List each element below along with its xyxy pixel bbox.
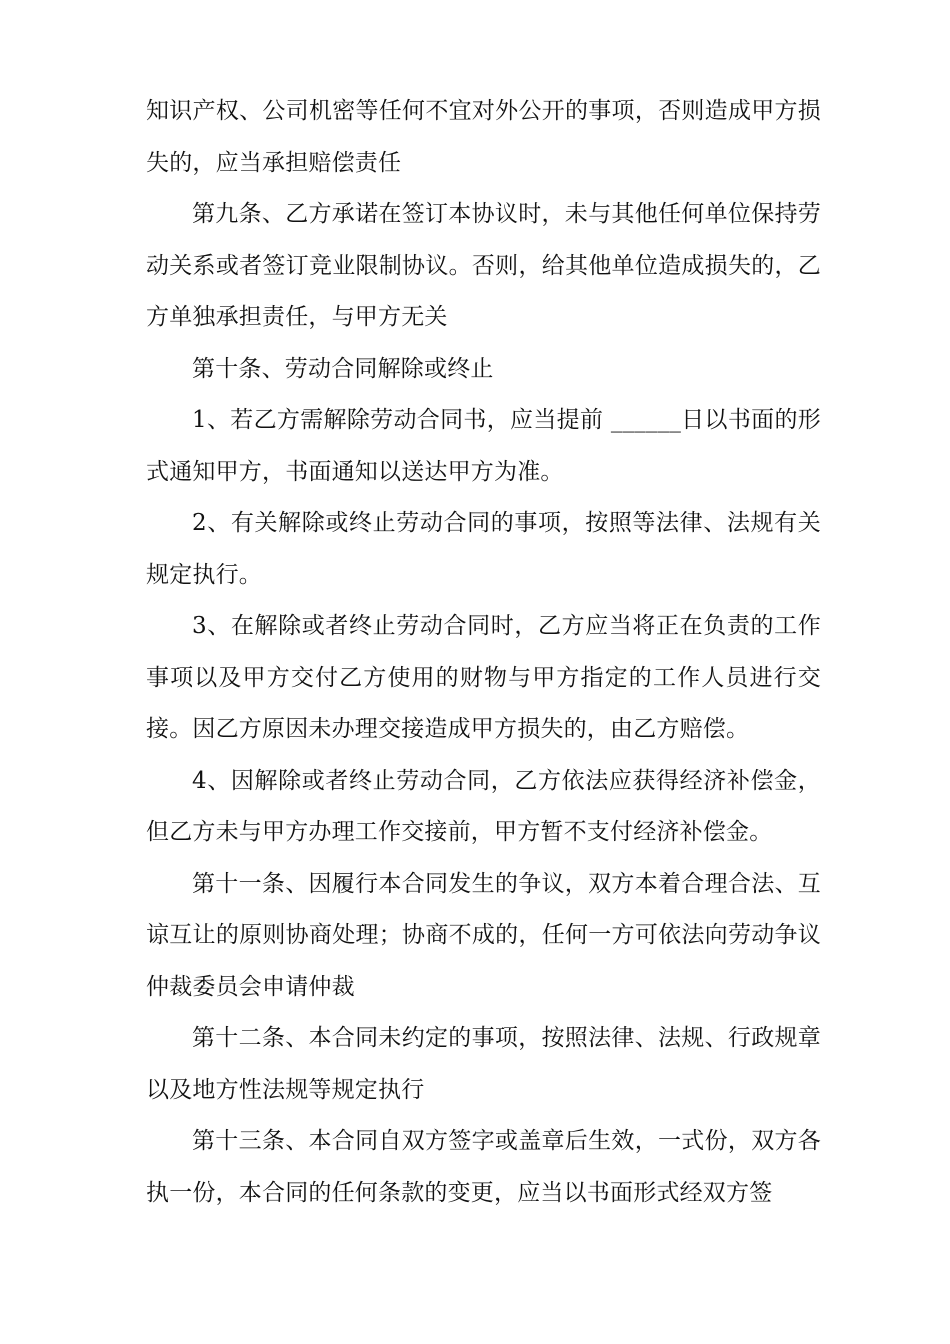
paragraph-article-10-item-3: 3、在解除或者终止劳动合同时，乙方应当将正在负责的工作事项以及甲方交付乙方使用的财物与甲方指定的工作人员进行交接。因乙方原因未办理交接造成甲方损失的，由乙方赔偿。 — [146, 613, 821, 742]
paragraph-article-9: 第九条、乙方承诺在签订本协议时，未与其他任何单位保持劳动关系或者签订竞业限制协议。否则，给其他单位造成损失的，乙方单独承担责任，与甲方无关 — [146, 201, 821, 330]
paragraph-article-11: 第十一条、因履行本合同发生的争议，双方本着合理合法、互谅互让的原则协商处理；协商不成的，任何一方可依法向劳动争议仲裁委员会申请仲裁 — [146, 870, 821, 1000]
paragraph-article-13: 第十三条、本合同自双方签字或盖章后生效，一式份，双方各执一份，本合同的任何条款的变更，应当以书面形式经双方签 — [146, 1128, 821, 1206]
paragraph-article-12: 第十二条、本合同未约定的事项，按照法律、法规、行政规章以及地方性法规等规定执行 — [146, 1025, 821, 1103]
paragraph-article-10-item-1: 1、若乙方需解除劳动合同书，应当提前 ______日以书面的形式通知甲方，书面通知以送达甲方为准。 — [146, 407, 821, 485]
document-body — [146, 86, 821, 1219]
paragraph-article-10-item-2: 2、有关解除或终止劳动合同的事项，按照等法律、法规有关规定执行。 — [146, 510, 821, 588]
paragraph-ip-confidentiality: 知识产权、公司机密等任何不宜对外公开的事项，否则造成甲方损失的，应当承担赔偿责任 — [146, 98, 821, 176]
paragraph-article-10-item-4: 4、因解除或者终止劳动合同，乙方依法应获得经济补偿金，但乙方未与甲方办理工作交接前，甲方暂不支付经济补偿金。 — [146, 767, 821, 845]
paragraph-article-10-heading: 第十条、劳动合同解除或终止 — [192, 355, 494, 382]
